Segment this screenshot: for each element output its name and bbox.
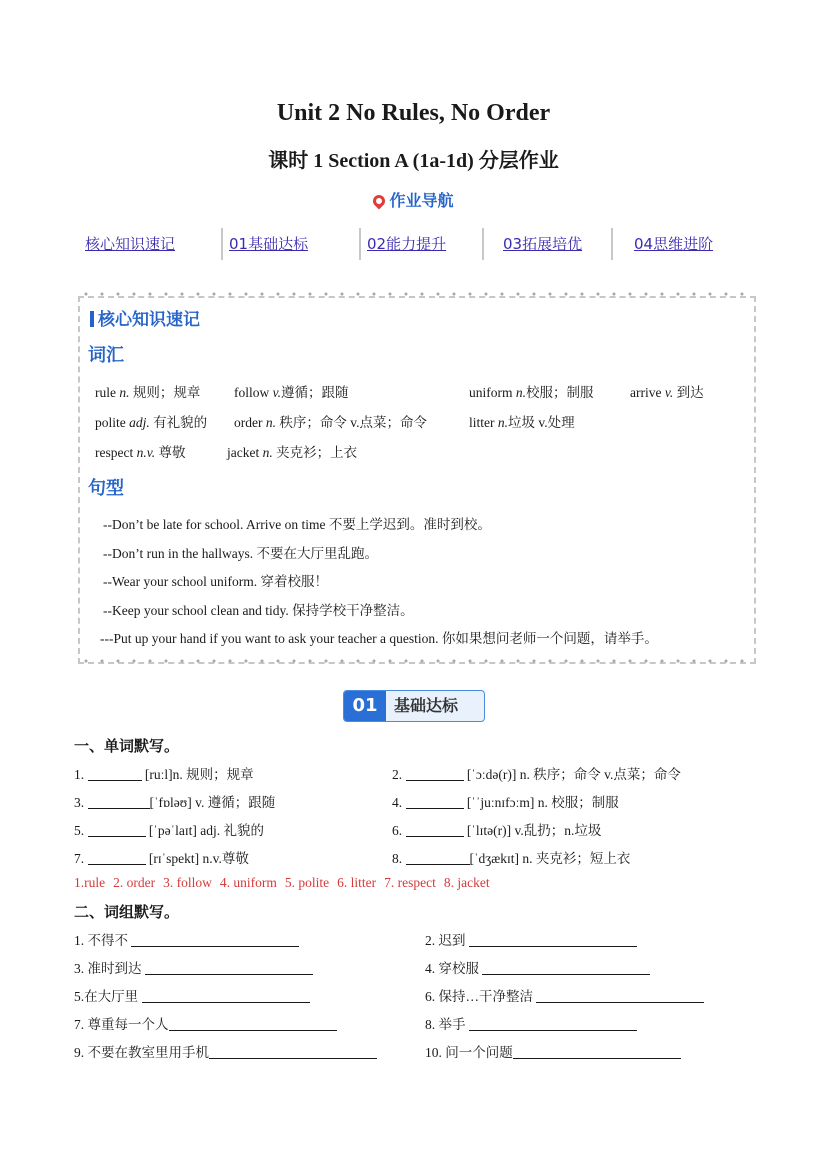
vocab-entry: follow v.遵循；跟随: [234, 385, 349, 400]
phrase-question: 4. 穿校服: [425, 957, 650, 977]
nav-heading-label: 作业导航: [389, 191, 454, 210]
location-pin-icon: [371, 193, 388, 210]
vocab-entry: order n. 秩序；命令 v.点菜；命令: [234, 415, 427, 430]
vocab-entry: rule n. 规则；规章: [95, 385, 201, 400]
word-question: 3. [ˈfɒləʊ] v. 遵循；跟随: [74, 795, 276, 810]
part2-heading: 二、词组默写。: [74, 903, 180, 921]
vocab-title: 词汇: [88, 345, 124, 366]
part1-heading: 一、单词默写。: [74, 737, 180, 755]
sentence-pattern: --Wear your school uniform. 穿着校服！: [103, 574, 328, 589]
answer-blank[interactable]: [406, 766, 464, 781]
sentence-title: 句型: [88, 478, 124, 499]
nav-heading: [0, 188, 827, 211]
section-number: 01: [344, 691, 386, 721]
phrase-question: 1. 不得不: [74, 929, 299, 949]
sentence-pattern: --Don’t run in the hallways. 不要在大厅里乱跑。: [103, 546, 378, 561]
answer-blank[interactable]: [88, 794, 150, 809]
answer-blank[interactable]: [513, 1044, 681, 1059]
answer-blank[interactable]: [469, 1016, 637, 1031]
box-border-top: [78, 291, 754, 297]
title-bar-icon: [90, 311, 94, 327]
vocab-entry: respect n.v. 尊敬: [95, 445, 186, 460]
answer-blank[interactable]: [142, 988, 310, 1003]
nav-divider: [482, 228, 484, 260]
nav-link-core-knowledge[interactable]: 核心知识速记: [85, 235, 176, 253]
nav-link-extend[interactable]: 03拓展培优: [503, 235, 583, 253]
answer-blank[interactable]: [469, 932, 637, 947]
answer-blank[interactable]: [482, 960, 650, 975]
answer-blank[interactable]: [169, 1016, 337, 1031]
answer-blank[interactable]: [406, 850, 470, 865]
sentence-pattern: --Keep your school clean and tidy. 保持学校干净整洁。: [103, 603, 414, 618]
phrase-question: 10. 问一个问题: [425, 1041, 681, 1061]
vocab-entry: polite adj. 有礼貌的: [95, 415, 208, 430]
answer-blank[interactable]: [88, 822, 146, 837]
vocab-entry: jacket n. 夹克衫；上衣: [227, 445, 358, 460]
section-01-badge: [343, 690, 485, 722]
phrase-question: 2. 迟到: [425, 929, 637, 949]
answer-blank[interactable]: [536, 988, 704, 1003]
word-question: 8. [ˈdʒækɪt] n. 夹克衫；短上衣: [392, 851, 631, 866]
section-label: 基础达标: [394, 696, 459, 715]
phrase-question: 8. 举手: [425, 1013, 637, 1033]
doc-title: Unit 2 No Rules, No Order: [276, 100, 551, 126]
phrase-question: 5.在大厅里: [74, 985, 310, 1005]
phrase-question: 6. 保持…干净整洁: [425, 985, 704, 1005]
nav-divider: [359, 228, 361, 260]
phrase-question: 9. 不要在教室里用手机: [74, 1041, 377, 1061]
answer-blank[interactable]: [88, 766, 142, 781]
vocab-entry: litter n.垃圾 v.处理: [469, 415, 575, 430]
answer-blank[interactable]: [131, 932, 299, 947]
doc-subtitle: 课时 1 Section A (1a-1d) 分层作业: [268, 150, 559, 172]
word-question: 6. [ˈlɪtə(r)] v.乱扔；n.垃圾: [392, 823, 602, 838]
word-question: 1. [ruːl]n. 规则；规章: [74, 767, 254, 782]
nav-link-basic[interactable]: 01基础达标: [229, 235, 309, 253]
nav-divider: [611, 228, 613, 260]
word-question: 4. [ˈˈjuːnɪfɔːm] n. 校服；制服: [392, 795, 619, 810]
knowledge-title-label: 核心知识速记: [98, 310, 200, 330]
knowledge-title: [90, 305, 200, 330]
answer-blank[interactable]: [406, 822, 464, 837]
nav-link-ability[interactable]: 02能力提升: [367, 235, 447, 253]
vocab-entry: uniform n.校服；制服: [469, 385, 594, 400]
word-question: 5. [ˈpəˈlaɪt] adj. 礼貌的: [74, 823, 264, 838]
phrase-question: 7. 尊重每一个人: [74, 1013, 337, 1033]
sentence-pattern: ---Put up your hand if you want to ask your teacher a question. 你如果想问老师一个问题，请举手。: [100, 631, 658, 646]
box-border-bottom: [78, 658, 754, 664]
vocab-entry: arrive v. 到达: [630, 385, 704, 400]
phrase-question: 3. 准时到达: [74, 957, 313, 977]
answer-blank[interactable]: [88, 850, 146, 865]
nav-divider: [221, 228, 223, 260]
word-question: 7. [rɪˈspekt] n.v.尊敬: [74, 851, 249, 866]
answer-blank[interactable]: [406, 794, 464, 809]
word-question: 2. [ˈɔːdə(r)] n. 秩序；命令 v.点菜；命令: [392, 767, 681, 782]
sentence-pattern: --Don’t be late for school. Arrive on time 不要上学迟到。准时到校。: [103, 517, 491, 532]
nav-link-thinking[interactable]: 04思维进阶: [634, 235, 714, 253]
answer-key: 1.rule 2. order 3. follow 4. uniform 5. polite 6. litter 7. respect 8. jacket: [74, 875, 490, 890]
answer-blank[interactable]: [209, 1044, 377, 1059]
answer-blank[interactable]: [145, 960, 313, 975]
